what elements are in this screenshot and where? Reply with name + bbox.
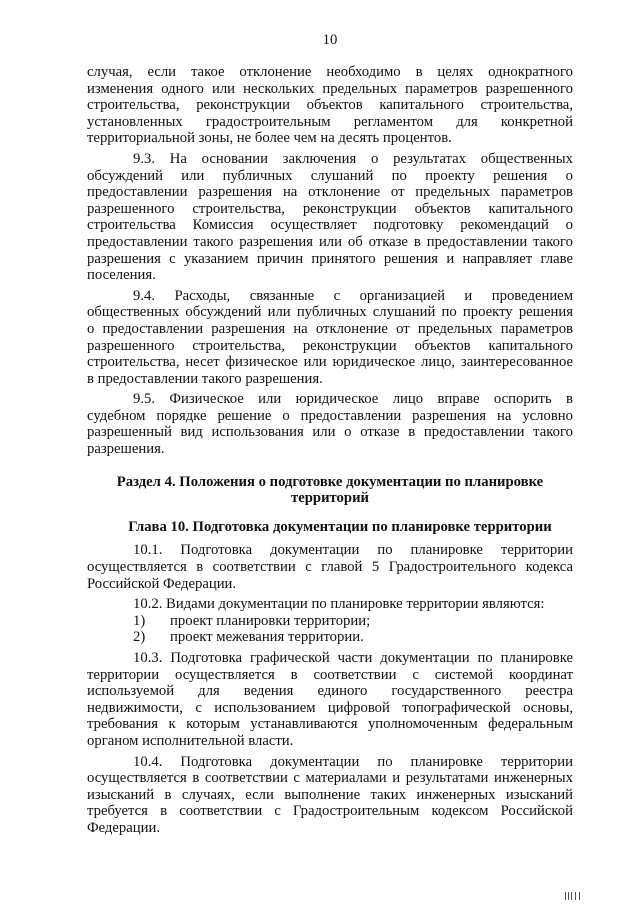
paragraph-line: разрешения. [87, 441, 165, 458]
paragraph-line: Российской Федерации. [87, 575, 237, 592]
scan-mark-bar [565, 892, 566, 900]
paragraph-9-3 [87, 151, 573, 284]
paragraph-line: 9.3. На основании заключения о результатах общественных [133, 150, 573, 167]
paragraph-line: недвижимости, с использованием цифровой топографической основы, [87, 699, 573, 716]
paragraph-10-4 [87, 754, 573, 837]
paragraph-line: 9.4. Расходы, связанные с организацией и проведением [133, 287, 573, 304]
paragraph-line: строительства, реконструкции объектов капитального строительства, [87, 97, 573, 114]
paragraph-line: территориальной зоны, не более чем на десять процентов. [87, 130, 452, 147]
paragraph-line: 10.2. Видами документации по планировке территории являются: [133, 596, 545, 613]
section-heading [87, 474, 573, 507]
paragraph-line: 10.3. Подготовка графической части документации по планировке [133, 650, 573, 666]
paragraph-line: разрешенного строительства, реконструкции объектов капитального [87, 200, 573, 217]
list-item [87, 629, 573, 646]
paragraph-line: 10.1. Подготовка документации по планировке территории [133, 542, 573, 559]
paragraph-line: строительства, несет физическое или юридическое лицо, заинтересованное [87, 354, 573, 371]
scan-mark-bar [571, 892, 572, 900]
section-heading-line: Раздел 4. Положения о подготовке документации по планировке [116, 473, 544, 490]
paragraph-line: разрешенный вид использования или о отказе в предоставлении такого [87, 424, 573, 441]
paragraph-line: о предоставлении разрешения на отклонение от предельных параметров [87, 320, 573, 337]
paragraph-line: требуется в соответствии с Градостроительным кодексом Российской [87, 803, 573, 820]
paragraph-line: изменения одного или нескольких предельных параметров разрешенного [87, 80, 573, 97]
list-marker: 1) [133, 612, 146, 629]
paragraph-line: общественных обсуждений или публичных слушаний по проекту решения [87, 304, 573, 321]
paragraph-9-4 [87, 288, 573, 388]
scan-mark-bar [575, 892, 576, 900]
paragraph-9-5 [87, 391, 573, 457]
list-item [87, 613, 573, 630]
paragraph-line: органом исполнительной власти. [87, 732, 294, 749]
paragraph-line: судебном порядке решение о предоставлении разрешения на условно [87, 407, 573, 424]
chapter-heading: Глава 10. Подготовка документации по планировке территории [128, 518, 552, 535]
paragraph-line: предоставлении такого разрешения или об отказе в предоставлении такого [87, 233, 573, 250]
paragraph-10-3 [87, 650, 573, 750]
scan-mark-bar [568, 892, 569, 900]
page-number: 10 [322, 32, 338, 48]
paragraph-line: случая, если такое отклонение необходимо в целях однократного [87, 64, 573, 80]
paragraph-line: используемой для ведения единого государственного реестра [87, 683, 573, 700]
section-heading-line: территорий [291, 490, 369, 507]
paragraph-line: территории осуществляется в соответствии с системой координат [87, 666, 573, 683]
paragraph-continuation [87, 64, 573, 147]
paragraph-line: поселения. [87, 267, 156, 284]
paragraph-line: 10.4. Подготовка документации по планировке территории [133, 753, 573, 770]
paragraph-10-2 [87, 596, 573, 613]
paragraph-line: в предоставлении такого разрешения. [87, 370, 323, 387]
paragraph-line: изысканий в случаях, если выполнение таких инженерных изысканий [87, 786, 573, 803]
paragraph-line: строительства Комиссия осуществляет подготовку рекомендаций о [87, 217, 573, 234]
paragraph-line: Федерации. [87, 819, 161, 836]
list-marker: 2) [133, 629, 146, 646]
documentation-types-list [87, 613, 573, 646]
document-body [87, 64, 573, 837]
paragraph-line: требования к которым устанавливаются уполномоченным федеральным [87, 716, 573, 733]
paragraph-line: 9.5. Физическое или юридическое лицо вправе оспорить в [133, 391, 573, 408]
paragraph-line: установленных градостроительным регламентом для конкретной [87, 113, 573, 130]
list-item-text: проект планировки территории; [170, 612, 371, 629]
paragraph-line: осуществляется в соответствии с материалами и результатами инженерных [87, 770, 573, 787]
paragraph-line: разрешенного строительства, реконструкции объектов капитального [87, 337, 573, 354]
paragraph-line: предоставлении разрешения на отклонение от предельных параметров [87, 184, 573, 201]
paragraph-line: разрешения с указанием причин принятого решения и направляет главе [87, 250, 573, 267]
list-item-text: проект межевания территории. [170, 629, 364, 646]
paragraph-line: осуществляется в соответствии с главой 5 Градостроительного кодекса [87, 559, 573, 576]
scan-mark [563, 892, 583, 900]
scan-mark-bar [579, 892, 580, 900]
paragraph-10-1 [87, 542, 573, 592]
paragraph-line: обсуждений или публичных слушаний по проекту решения о [87, 167, 573, 184]
